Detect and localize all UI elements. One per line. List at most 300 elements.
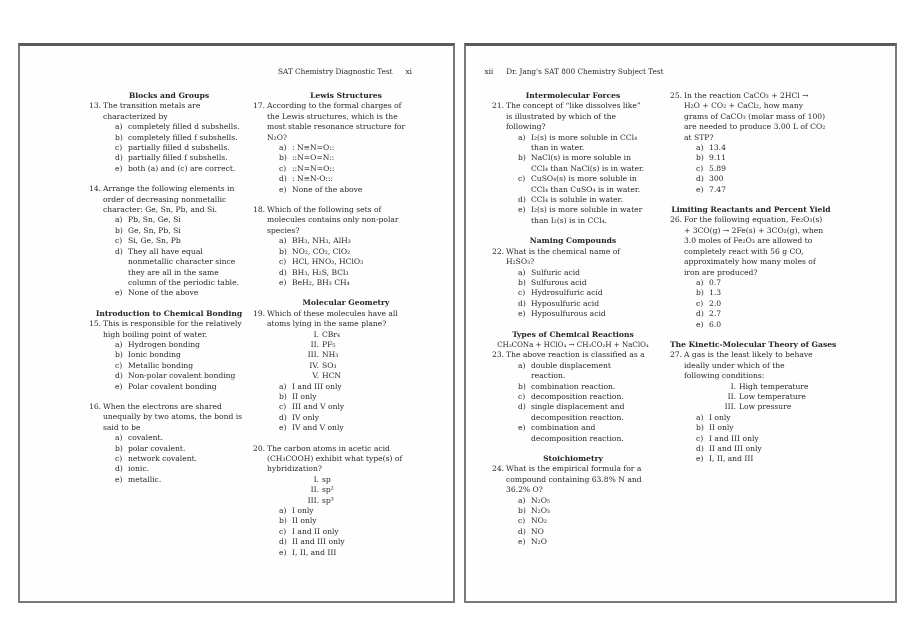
stem-line: atoms lying in the same plane? [267,319,387,329]
option-line: 2.0 [709,298,722,308]
stem-line: A gas is the least likely to behave [684,350,813,360]
option-line: polar covalent. [128,443,186,453]
option-label: b) [696,153,704,163]
option-text [292,153,334,163]
page-columns [492,91,837,548]
option-row [115,464,249,474]
question-stem [267,205,439,236]
option-row [696,299,832,309]
option-text [292,527,339,537]
question-body [506,101,654,226]
option-text [128,133,238,143]
stem-line: N₂O? [267,132,287,142]
question-body [684,350,832,464]
option-label: c) [115,360,123,370]
option-label: c) [279,257,287,267]
option-line: 5.89 [709,163,726,173]
option-row [696,185,832,195]
option-line: combination reaction. [531,381,616,391]
question-stem [506,464,654,495]
option-text [128,444,185,454]
option-text [709,423,734,433]
option-label: a) [518,267,526,277]
option-label: d) [279,537,287,547]
stem-line: following? [506,122,546,132]
option-label: d) [518,298,526,308]
options-list [506,133,654,227]
stem-line: molecules contains only non-polar [267,215,399,225]
question-stem [506,247,654,268]
roman-item [304,496,439,506]
question [253,309,439,434]
stem-line: For the following equation, Fe₂O₃(s) [684,215,823,225]
roman-numeral: I. [730,381,736,391]
option-row [115,382,249,392]
option-text [128,382,217,392]
option-text [128,215,181,225]
option-text [292,537,345,547]
option-label: a) [696,277,704,287]
option-row [518,382,654,392]
option-text [292,268,349,278]
option-label: e) [518,205,526,215]
option-text [531,268,580,278]
question [253,444,439,558]
section-heading: Molecular Geometry [302,298,390,308]
option-line: I only [709,412,731,422]
option-line: NO [531,526,544,536]
option-label: d) [115,464,123,474]
option-line: 0.7 [709,277,722,287]
option-label: c) [518,391,526,401]
roman-text: SO₃ [322,360,337,370]
option-line: HCl, HNO₃, HClO₃ [292,257,364,267]
question-stem [506,350,654,360]
roman-text: Low temperature [739,391,806,401]
option-label: d) [115,246,123,256]
option-line: than in water. [531,143,585,153]
page-xi [18,43,455,603]
section-heading: Naming Compounds [529,236,617,246]
option-row [279,268,439,278]
option-text [292,423,344,433]
option-line: I and II only [292,526,339,536]
option-text [128,350,181,360]
question-number: 19. [253,308,266,318]
option-row [279,185,439,195]
option-text [531,496,550,506]
question-body [684,91,832,195]
option-line: III and V only [292,402,345,412]
option-line: 7.47 [709,184,726,194]
option-line: Ionic bonding [128,350,181,360]
option-row [696,454,832,464]
option-row [518,174,654,195]
section-heading: Stoichiometry [543,454,603,463]
option-line: metallic. [128,474,162,484]
option-label: b) [518,153,526,163]
question [253,205,439,288]
option-row [696,174,832,184]
option-label: e) [115,381,123,391]
stem-line: The concept of “like dissolves like” [506,101,641,111]
question [492,101,654,226]
option-line: completely filled d subshells. [128,122,240,132]
option-line: ionic. [128,464,149,474]
options-list [103,122,249,174]
option-label: c) [518,288,526,298]
question-number: 23. [492,350,505,360]
options-list [684,143,832,195]
option-line: Si, Ge, Sn, Pb [128,236,181,246]
option-row [115,143,249,153]
option-label: d) [279,412,287,422]
roman-numeral: III. [307,350,319,360]
option-text [292,164,334,174]
option-line: BH₃, H₂S, BCl₃ [292,267,349,277]
section-heading: Blocks and Groups [128,91,210,100]
option-text [531,506,550,516]
option-line: network covalent. [128,454,198,463]
option-label: b) [279,516,287,526]
stem-line: 3.0 moles of Fe₂O₃ are allowed to [684,236,813,246]
option-line: partially filled f subshells. [128,153,228,163]
stem-line: (CH₃COOH) exhibit what type(s) of [267,454,403,463]
options-list [103,215,249,298]
options-list [103,340,249,392]
option-label: d) [696,444,704,453]
option-label: c) [696,433,704,443]
option-row [696,143,832,153]
stem-line: grams of CaCO₃ (molar mass of 100) [684,111,826,121]
stem-line: Which of the following sets of [267,205,382,215]
stem-line: 36.2% O? [506,485,543,495]
option-label: a) [518,360,526,370]
option-line: : N≡N=O:: [292,143,335,153]
option-row [518,392,654,402]
option-row [115,153,249,163]
option-row [115,226,249,236]
option-text [531,288,603,298]
roman-numeral: II. [310,485,319,495]
option-label: b) [696,423,704,433]
stem-line: + 3CO(g) → 2Fe(s) + 3CO₂(g), when [684,225,824,235]
option-line: None of the above [128,288,199,298]
option-text [531,516,547,526]
question-body [103,402,249,485]
option-label: c) [279,163,287,173]
page-number: xi [405,67,412,76]
option-text [709,174,724,184]
option-row [518,299,654,309]
option-line: decomposition reaction. [531,412,624,422]
option-line: Hydrogen bonding [128,339,200,349]
option-row [696,444,832,454]
option-label: e) [518,309,526,319]
question-stem [103,184,249,215]
options-list [267,382,439,434]
option-text [128,288,198,298]
option-row [279,247,439,257]
options-list [684,413,832,465]
option-line: Hyposulfuric acid [531,298,600,308]
roman-text: PF₅ [322,339,336,349]
stem-line: species? [267,225,300,235]
option-row [518,309,654,319]
question-body [506,247,654,320]
option-text [292,278,350,288]
question-body [267,205,439,288]
option-row [279,236,439,246]
roman-text: Low pressure [739,402,792,412]
option-label: c) [279,526,287,536]
option-line: Sulfuric acid [531,267,581,277]
option-line: Hyposulfurous acid [531,309,606,319]
stem-line: The above reaction is classified as a [506,350,645,360]
option-text [128,226,181,236]
question-body [267,444,439,558]
option-line: CuSO₄(s) is more soluble in [531,174,637,184]
option-label: d) [518,526,526,536]
question-number: 13. [89,101,102,111]
option-line: decomposition reaction. [531,433,624,443]
option-line: partially filled d subshells. [128,143,230,153]
roman-item [304,340,439,350]
option-row [696,309,832,319]
option-text [292,382,342,392]
option-text [531,402,625,423]
option-label: e) [518,537,526,547]
option-line: Metallic bonding [128,360,194,370]
option-text [709,413,731,423]
stem-line: H₂SO₃? [506,257,535,267]
section-heading: Intermolecular Forces [525,91,621,100]
question-number: 20. [253,443,266,453]
option-label: e) [115,163,123,173]
option-row [279,143,439,153]
option-row [115,340,249,350]
option-line: II only [709,423,734,433]
option-line: than I₂(s) is in CCl₄. [531,215,608,225]
stem-line: completely react with 56 g CO, [684,246,804,256]
option-line: I and III only [709,433,759,443]
option-row [696,320,832,330]
option-line: Polar covalent bonding [128,381,217,391]
option-label: e) [279,277,287,287]
option-text [709,278,721,288]
option-line: II and III only [709,444,762,453]
stem-line: unequally by two atoms, the bond is [103,412,243,422]
roman-numeral: I. [313,474,319,484]
stem-line: In the reaction CaCO₃ + 2HCl → [684,91,809,100]
option-text [531,195,623,205]
option-label: d) [279,267,287,277]
stem-line: H₂O + CO₂ + CaCl₂, how many [684,101,804,111]
option-text [128,340,200,350]
question-stem [684,215,832,277]
question-stem [506,101,654,132]
option-line: single displacement and [531,402,625,412]
options-list [506,361,654,444]
question-stem [103,319,249,340]
option-label: b) [518,277,526,287]
option-line: BH₃, NH₃, AlH₃ [292,236,351,246]
option-text [128,371,235,381]
option-line: I, II, and III [292,547,337,557]
option-label: b) [279,153,287,163]
roman-text: sp² [322,485,334,495]
option-text [531,133,637,154]
roman-item [304,330,439,340]
running-header-right [484,67,664,76]
option-row [115,236,249,246]
option-text [292,247,350,257]
option-label: d) [696,309,704,319]
option-text [531,423,624,444]
question [253,101,439,195]
question-body [103,101,249,174]
option-label: a) [115,122,123,132]
option-row [518,537,654,547]
question-body [267,101,439,195]
option-text [128,454,197,464]
question-body [103,319,249,392]
stem-line: compound containing 63.8% N and [506,474,642,484]
option-text [128,433,163,443]
option-row [115,247,249,289]
option-line: II only [292,516,317,526]
option-row [115,454,249,464]
question-body [103,184,249,298]
stem-line: The carbon atoms in acetic acid [267,443,390,453]
option-line: 9.11 [709,153,726,163]
chemical-equation: CH₃CONa + HClO₄ → CH₃CO₂H + NaClO₄ [497,339,649,349]
option-label: d) [518,195,526,205]
option-row [518,205,654,226]
question [89,184,249,298]
option-row [518,496,654,506]
option-row [696,288,832,298]
stem-line: order of decreasing nonmetallic [103,194,227,204]
question [492,247,654,320]
option-line: 300 [709,174,724,184]
option-text [531,278,587,288]
question-stem [684,91,832,143]
option-line: I and III only [292,381,342,391]
stem-line: following conditions: [684,371,765,381]
option-line: decomposition reaction. [531,391,624,401]
option-label: a) [115,339,123,349]
question [89,101,249,174]
option-text [292,392,317,402]
stem-line: Which of these molecules have all [267,308,398,318]
question-number: 21. [492,101,505,111]
option-label: e) [279,184,287,194]
stem-line: What is the empirical formula for a [506,464,642,474]
options-list [506,268,654,320]
stem-line: The transition metals are [103,101,201,111]
option-line: both (a) and (c) are correct. [128,163,236,173]
option-row [518,516,654,526]
option-text [531,309,606,319]
option-line: Ge, Sn, Pb, Si [128,225,181,235]
option-row [115,122,249,132]
option-text [709,444,762,454]
roman-text: CBr₄ [322,329,341,339]
roman-text: High temperature [739,381,809,391]
option-row [115,433,249,443]
roman-numeral-list [684,382,832,413]
option-line: They all have equal [128,246,203,256]
option-line: Sulfurous acid [531,277,587,287]
option-row [518,361,654,382]
section-heading: Limiting Reactants and Percent Yield [671,205,831,215]
option-row [518,506,654,516]
question-number: 16. [89,401,102,411]
stem-line: ideally under which of the [684,360,785,370]
option-line: : N≡N-O::: [292,174,334,184]
option-line: 13.4 [709,143,726,153]
option-text [128,247,239,289]
option-row [115,164,249,174]
option-row [279,392,439,402]
option-text [531,174,640,195]
option-line: completely filled f subshells. [128,132,238,142]
stem-line: said to be [103,422,141,432]
question-stem [267,101,439,143]
option-text [292,257,363,267]
option-text [128,153,228,163]
option-label: e) [518,423,526,433]
roman-item [721,382,832,392]
option-line: None of the above [292,184,363,194]
option-label: b) [115,132,123,142]
stem-line: When the electrons are shared [103,401,222,411]
option-line: double displacement [531,360,611,370]
option-line: combination and [531,423,596,433]
option-line: 6.0 [709,319,722,329]
option-row [279,164,439,174]
question [670,215,832,329]
option-row [279,278,439,288]
roman-numeral: III. [724,402,736,412]
option-row [518,268,654,278]
question-number: 24. [492,464,505,474]
roman-numeral-list [267,330,439,382]
option-line: CCl₄ than CuSO₄ is in water. [531,184,641,194]
option-text [709,309,721,319]
option-row [115,371,249,381]
option-label: c) [279,402,287,412]
option-label: a) [115,433,123,443]
column [492,91,654,548]
option-line: I₂(s) is more soluble in CCl₄ [531,132,638,142]
option-row [696,434,832,444]
option-text [292,402,344,412]
option-text [709,320,721,330]
option-label: c) [518,516,526,526]
question-body [267,309,439,434]
option-row [115,475,249,485]
stem-line: at STP? [684,132,714,142]
option-label: c) [115,454,123,463]
option-label: d) [518,402,526,412]
roman-numeral: I. [313,329,319,339]
option-text [709,185,726,195]
question-number: 18. [253,205,266,215]
option-row [279,153,439,163]
option-row [279,527,439,537]
